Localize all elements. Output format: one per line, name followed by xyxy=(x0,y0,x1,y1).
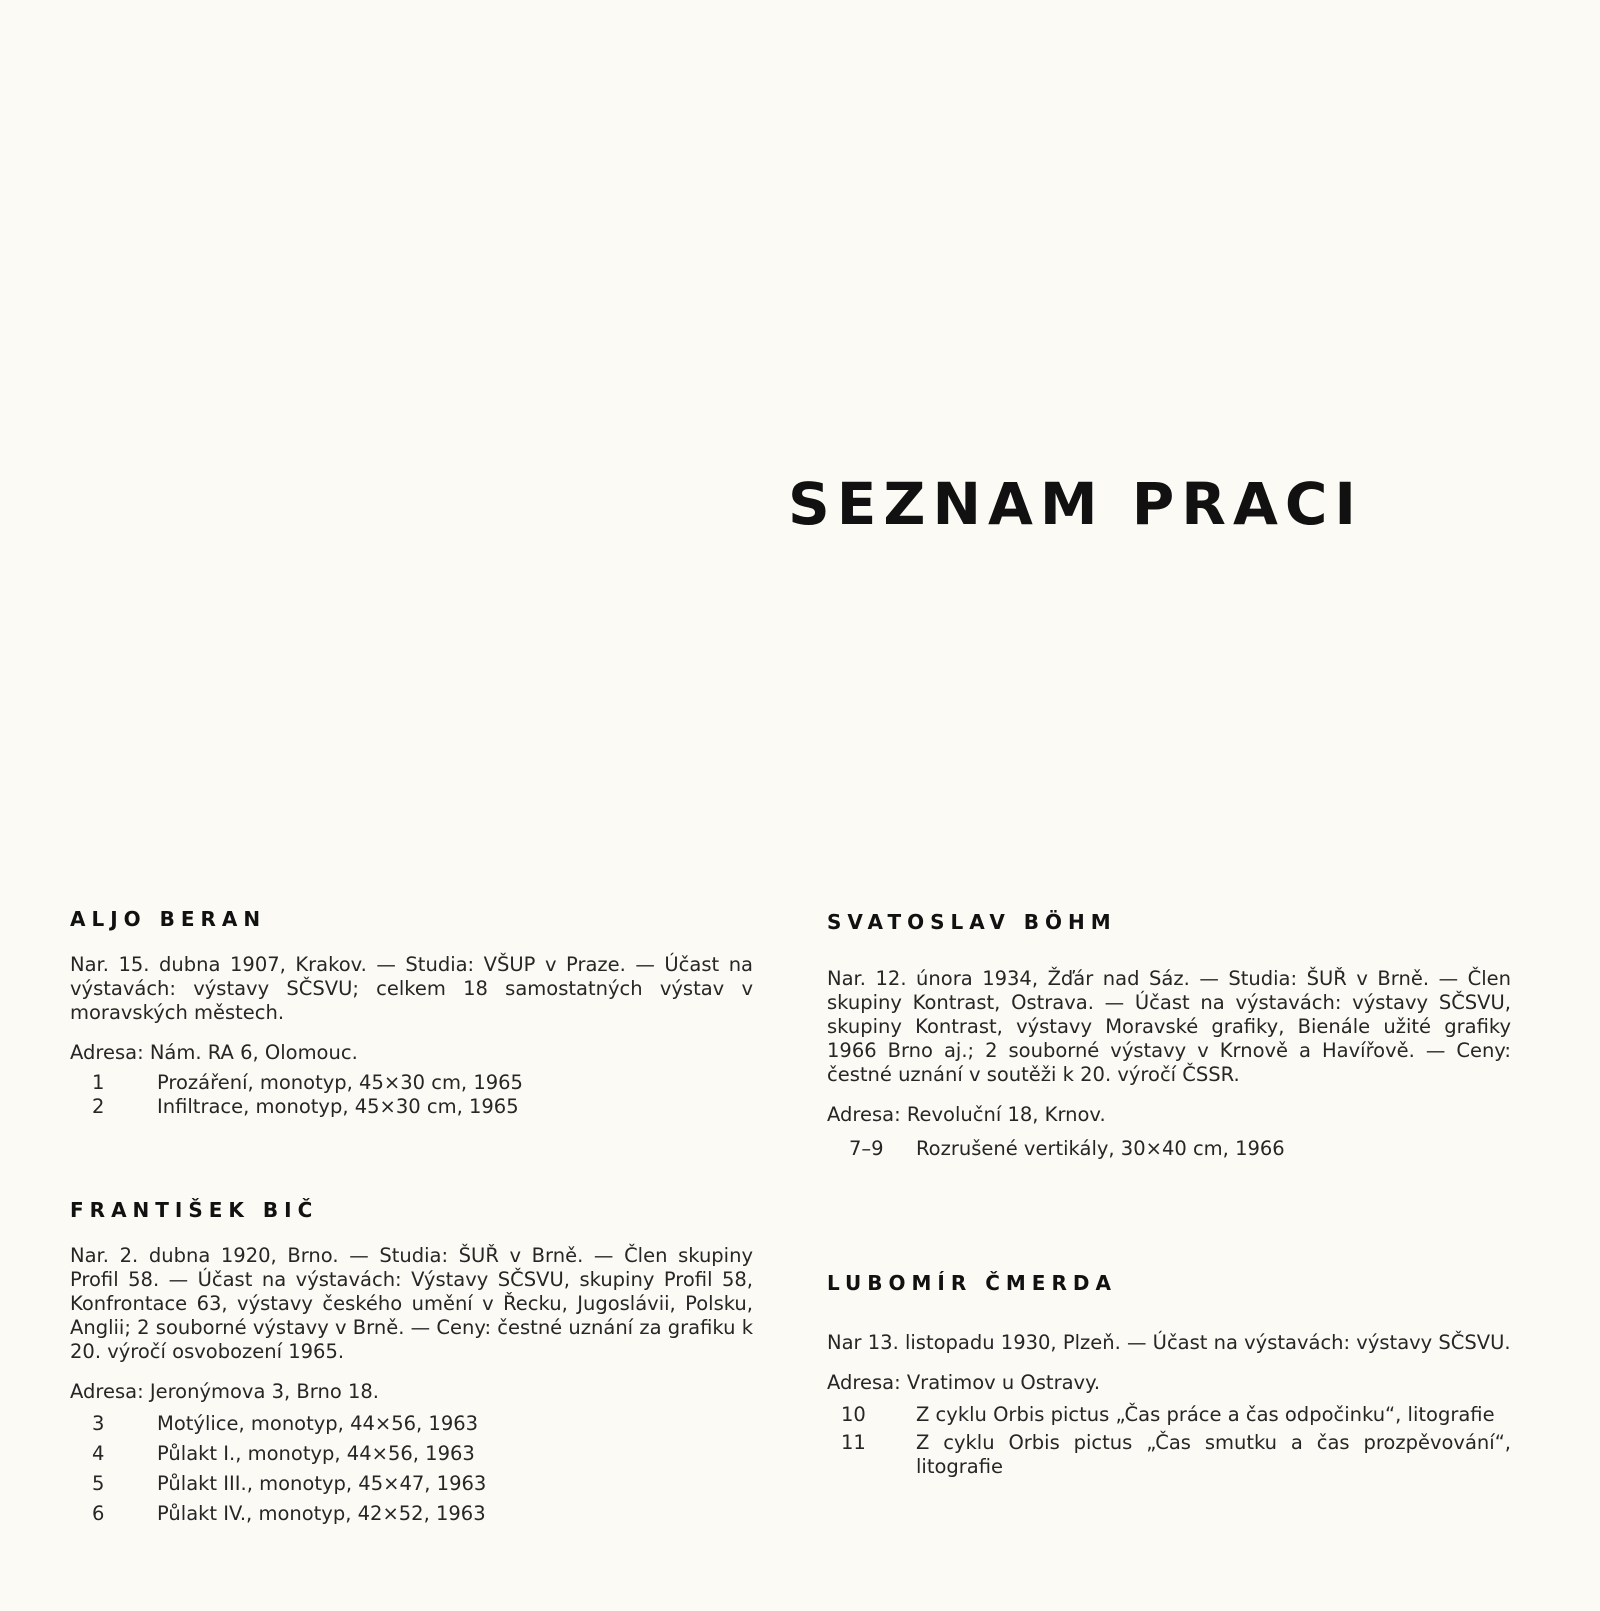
works-list xyxy=(827,1403,1511,1479)
work-title: Z cyklu Orbis pictus „Čas práce a čas odpočinku“, litografie xyxy=(916,1403,1495,1426)
work-number: 1 xyxy=(92,1071,105,1094)
artist-name: ALJO BERAN xyxy=(70,907,267,931)
artist-address: Adresa: Nám. RA 6, Olomouc. xyxy=(70,1041,358,1064)
artist-name: SVATOSLAV BÖHM xyxy=(827,910,1117,934)
work-item xyxy=(70,1442,753,1472)
work-number: 10 xyxy=(841,1403,866,1426)
work-title: Půlakt III., monotyp, 45×47, 1963 xyxy=(157,1472,487,1495)
works-list xyxy=(827,1137,1511,1163)
page-title: SEZNAM PRACI xyxy=(788,470,1363,538)
work-number: 6 xyxy=(92,1502,105,1525)
artist-address: Adresa: Jeronýmova 3, Brno 18. xyxy=(70,1380,379,1403)
artist-bio: Nar. 2. dubna 1920, Brno. — Studia: ŠUŘ v Brně. — Člen skupiny Profil 58. — Účast na výstavách: Výstavy SČSVU, skupiny Profil 58, Konfrontace 63, výstavy českého umění v Řecku, Jugoslávii, Polsku, Anglii; 2 souborné výstavy v Brně. — Ceny: čestné uznání za grafiku k 20. výročí osvobození 1965. xyxy=(70,1244,753,1363)
work-item xyxy=(827,1137,1511,1163)
work-title: Infiltrace, monotyp, 45×30 cm, 1965 xyxy=(157,1095,519,1118)
artist-entry-beran xyxy=(70,907,753,1119)
artist-name: FRANTIŠEK BIČ xyxy=(70,1198,319,1222)
work-item xyxy=(70,1071,753,1095)
work-title: Půlakt IV., monotyp, 42×52, 1963 xyxy=(157,1502,486,1525)
work-number: 11 xyxy=(841,1431,866,1454)
artist-address: Adresa: Vratimov u Ostravy. xyxy=(827,1371,1101,1394)
work-item xyxy=(827,1403,1511,1427)
work-title: Půlakt I., monotyp, 44×56, 1963 xyxy=(157,1442,475,1465)
artist-entry-bohm xyxy=(827,910,1511,1163)
work-number: 5 xyxy=(92,1472,105,1495)
work-title: Z cyklu Orbis pictus „Čas smutku a čas prozpěvování“, litografie xyxy=(916,1431,1511,1478)
work-title: Prozáření, monotyp, 45×30 cm, 1965 xyxy=(157,1071,523,1094)
work-item xyxy=(70,1412,753,1442)
artist-name: LUBOMÍR ČMERDA xyxy=(827,1271,1117,1295)
work-item xyxy=(70,1472,753,1502)
artist-bio: Nar. 15. dubna 1907, Krakov. — Studia: VŠUP v Praze. — Účast na výstavách: výstavy SČSVU; celkem 18 samostatných výstav v moravských městech. xyxy=(70,953,753,1024)
artist-entry-bic xyxy=(70,1198,753,1532)
works-list xyxy=(70,1412,753,1532)
work-number: 2 xyxy=(92,1095,105,1118)
work-number: 7–9 xyxy=(849,1137,884,1160)
artist-bio: Nar. 12. února 1934, Žďár nad Sáz. — Studia: ŠUŘ v Brně. — Člen skupiny Kontrast, Ostrava. — Účast na výstavách: výstavy SČSVU, skupiny Kontrast, výstavy Moravské grafiky, Bienále užité grafiky 1966 Brno aj.; 2 souborné výstavy v Krnově a Havířově. — Ceny: čestné uznání v soutěži k 20. výročí ČSSR. xyxy=(827,967,1511,1086)
work-title: Motýlice, monotyp, 44×56, 1963 xyxy=(157,1412,479,1435)
work-title: Rozrušené vertikály, 30×40 cm, 1966 xyxy=(916,1137,1285,1160)
work-number: 3 xyxy=(92,1412,105,1435)
work-number: 4 xyxy=(92,1442,105,1465)
artist-address: Adresa: Revoluční 18, Krnov. xyxy=(827,1103,1106,1126)
artist-bio: Nar 13. listopadu 1930, Plzeň. — Účast na výstavách: výstavy SČSVU. xyxy=(827,1331,1511,1354)
work-item xyxy=(70,1502,753,1532)
works-list xyxy=(70,1071,753,1119)
work-item xyxy=(827,1431,1511,1479)
artist-entry-cmerda xyxy=(827,1271,1511,1479)
work-item xyxy=(70,1095,753,1119)
